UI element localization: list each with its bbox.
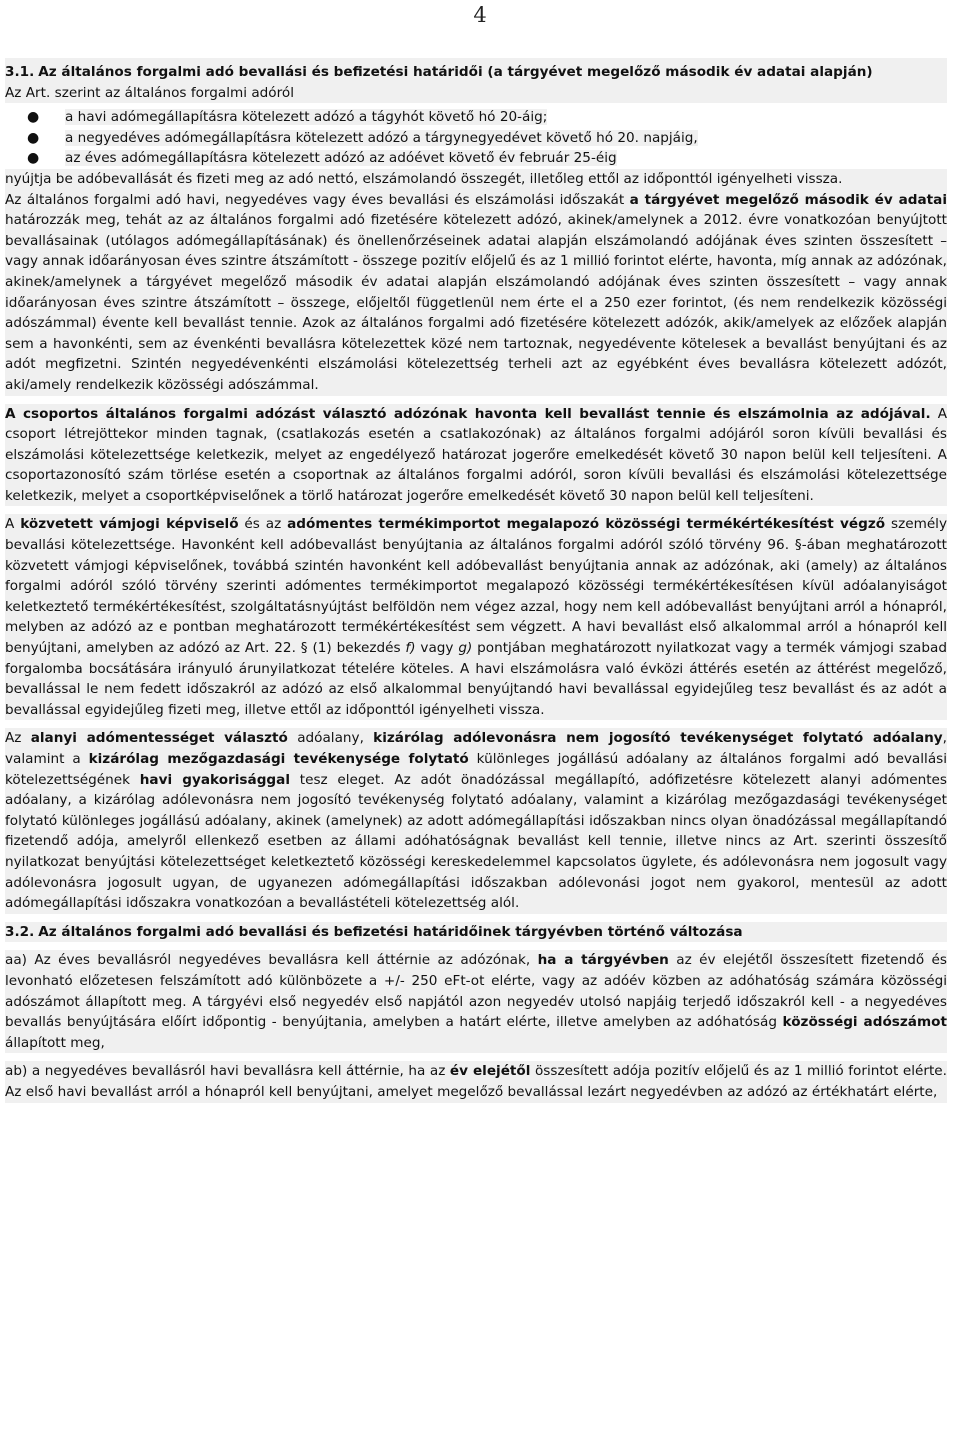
bold-text: kizárólag mezőgazdasági tevékenysége folytató <box>88 751 469 767</box>
intro-text: Az Art. szerint az általános forgalmi adóról <box>5 84 295 101</box>
bullet-icon: ● <box>27 109 40 126</box>
italic-text: f) <box>405 640 416 657</box>
text-run: ab) a negyedéves bevallásról havi bevallásra kell áttérnie, ha az <box>5 1063 450 1080</box>
text-run: A <box>5 516 21 533</box>
section-number: 3.1. <box>5 64 35 80</box>
paragraph: nyújtja be adóbevallását és fizeti meg az adó nettó, elszámolandó összegét, illetőleg ettől az időponttól igényelheti vissza. <box>5 169 947 190</box>
bold-text: alanyi adómentességet választó <box>30 730 288 747</box>
bold-text: A csoportos általános forgalmi adózást választó adózónak havonta kell bevallást tennie és elszámolnia az adójával. <box>5 405 931 422</box>
list-item-text: az éves adómegállapításra kötelezett adózó az adóévet követő év február 25-éig <box>65 150 617 167</box>
section-title: Az általános forgalmi adó bevallási és befizetési határidői (a tárgyévet megelőző második év adatai alapján) <box>38 64 873 80</box>
text-run: aa) Az éves bevallásról negyedéves bevallásra kell áttérnie az adózónak, <box>5 952 538 969</box>
list-item <box>5 107 947 128</box>
list-item <box>5 128 947 149</box>
bold-text: havi gyakorisággal <box>139 771 290 788</box>
page-number: 4 <box>473 3 487 27</box>
bold-text: év elejétől <box>449 1063 531 1080</box>
text-run: különleges jogállású adóalany az általános forgalmi adó bevallási kötelezettségének <box>5 751 948 788</box>
bullet-icon: ● <box>27 150 40 167</box>
text-run: pontjában meghatározott nyilatkozat vagy a termék vámjogi szabad forgalomba bocsátására irányuló árunyilatkozat tételére köteles. A havi elszámolásra való évközi áttérés esetén az áttérést megelőző, bevallással le nem fedett időszakról az adózó az első alkalommal benyújtandó havi bevallással egyidejűleg tesz bevallást és az adót a bevallással egyidejűleg fizeti meg, illetve ettől az időponttól igényelheti vissza. <box>5 640 947 718</box>
list-item-text: a negyedéves adómegállapításra kötelezett adózó a tárgynegyedévet követő hó 20. napjáig, <box>65 129 698 146</box>
section-heading <box>5 62 947 83</box>
bold-text: ha a tárgyévben <box>537 952 669 969</box>
text-run: határozzák meg, tehát az az általános forgalmi adó fizetésére kötelezett adózó, akinek/amelynek a 2012. évre vonatkozóan benyújtott bevallásainak (utólagos adómegállapításának) és önellenőrzéseinek adatai alapján elszámolandó adójának éves szinten összesített – vagy annak időarányosan éves szintre átszámított - összege pozitív előjelű és az 1 millió forintot elérte, havonta, míg annak az adózónak, akinek/amelynek a tárgyévet megelőző második év adatai alapján elszámolandó adójának éves szinten összesített – vagy annak időarányosan éves szintre átszámított – összege, előjeltől függetlenül nem érte el a 250 ezer forintot, (és nem rendelkezik közösségi adószámmal) évente kell bevallást tennie. Azok az általános forgalmi adó fizetésére kötelezett adózók, akik/amelyek az előzőek alapján sem a havonkénti, sem az évenkénti bevallásra kötelezettek közé nem tartoznak, negyedévente kötelesek a bevallást benyújtani és az adót megfizetni. Szintén negyedévenkénti elszámolási kötelezettség terheli azt az egyébként éves bevallásra kötelezett adózót, aki/amely rendelkezik közösségi adószámmal. <box>5 212 947 393</box>
bold-text: a tárgyévet megelőző második év adatai <box>629 191 947 208</box>
text-run: személy bevallási kötelezettsége. Havonként kell adóbevallást benyújtania az általános forgalmi adóról szóló törvény 96. §-ában meghatározott közvetett vámjogi képviselőnek, továbbá szintén havonként kell adóbevallást benyújtania annak az adózónak, aki (amely) az általános forgalmi adóról szóló törvény szerinti adómentes termékimportot megalapozó közösségi termékértékesítésen kívül adóalanyiságot keletkeztető termékértékesítést, szolgáltatásnyújtást belföldön nem végez azzal, hogy nem kell adóbevallást benyújtani arról a hónapról, melyben az adózó az e pontban meghatározott termékértékesítést sem végzett. A havi bevallást első alkalommal arról a hónapról kell benyújtani, amelyben az adózó az Art. 22. § (1) bekezdés <box>5 516 947 657</box>
paragraph <box>5 514 947 720</box>
text-run: , valamint a <box>5 730 947 767</box>
paragraph <box>5 950 947 1053</box>
text-run: összesített adója pozitív előjelű és az 1 millió forintot elérte. Az első havi bevallást arról a hónapról kell benyújtani, amelyet megelőző bevallással lezárt negyedévben az adózó az értékhatárt elérte, <box>5 1063 947 1100</box>
text-run: adóalany, <box>287 730 374 747</box>
section-heading <box>5 922 947 943</box>
list-item-text: a havi adómegállapításra kötelezett adózó a tágyhót követő hó 20-áig; <box>65 109 548 126</box>
text-run: állapított meg, <box>5 1034 105 1051</box>
text-run: Az <box>5 730 31 747</box>
italic-text: g) <box>458 640 473 657</box>
list-item <box>5 148 947 169</box>
text-run: Az általános forgalmi adó havi, negyedéves vagy éves bevallási és elszámolási időszakát <box>5 191 630 208</box>
section-number: 3.2. <box>5 923 35 940</box>
bold-text: közvetett vámjogi képviselő <box>20 516 239 533</box>
text-run: és az <box>238 516 288 533</box>
bold-text: közösségi adószámot <box>782 1014 947 1031</box>
paragraph <box>5 1061 947 1102</box>
paragraph <box>5 404 947 507</box>
bold-text: adómentes termékimportot megalapozó közösségi termékértékesítést végző <box>287 516 886 533</box>
text-run: tesz eleget. Az adót önadózással megállapító, adófizetésre kötelezett alanyi adómentes adóalany, a kizárólag adólevonásra nem jogosító tevékenység folytató adóalany, valamint a kizárólag mezőgazdasági tevékenységet folytató különleges jogállású adóalany, akinek (amelynek) az adott adómegállapítási időszakban nincs olyan önadózással megállapítandó fizetendő adója, amelyről ellenkező esetben az állami adóhatóságnak bevallást kell tennie, illetve nincs az Art. szerinti összesítő nyilatkozat benyújtási kötelezettséget keletkeztető közösségi kereskedelemmel kapcsolatos ügylete, és adólevonásra nem jogosult vagy adólevonásra jogosult ugyan, de ugyanezen adómegállapítási időszakban adólevonási jogot nem gyakorol, mentesül az adott adómegállapítási időszakra vonatkozóan a bevallástételi kötelezettség alól. <box>5 771 948 912</box>
paragraph <box>5 190 947 396</box>
bold-text: kizárólag adólevonásra nem jogosító tevékenységet folytató adóalany <box>373 730 943 747</box>
text-run: A csoport létrejöttekor minden tagnak, (csatlakozás esetén a csatlakozónak) az általános forgalmi adójáról soron kívüli bevallási és elszámolási kötelezettsége keletkezik, melyet az engedélyező határozat jogerőre emelkedését követő 30 napon belül kell teljesíteni. A csoportazonosító szám törlése esetén a csoportnak az általános forgalmi adóról, soron kívüli bevallási és elszámolási kötelezettsége keletkezik, melyet a csoportképviselőnek a törlő határozat jogerőre emelkedését követő 30 napon belül kell teljesíteni. <box>5 405 947 504</box>
text-run: vagy <box>415 640 459 657</box>
section-3-1-box <box>5 58 947 103</box>
bullet-icon: ● <box>27 129 40 146</box>
deadline-list <box>5 107 947 169</box>
paragraph <box>5 728 947 913</box>
section-title: Az általános forgalmi adó bevallási és befizetési határidőinek tárgyévben történő változása <box>38 923 743 940</box>
text-run: az év elejétől összesített fizetendő és levonható előzetesen felszámított adó különbözete a +/- 250 eFt-ot elérte, vagy az adóév közben az adóhatóság számára közösségi adószámot állapított meg. A tárgyévi első negyedév első napjától azon negyedév utolsó napjáig terjedő időszakról kell - a negyedéves bevallás benyújtására előírt időpontig - benyújtania, amelyben a határt elérte, illetve amelyben az adóhatóság <box>5 952 948 1031</box>
document-body <box>5 58 947 1103</box>
